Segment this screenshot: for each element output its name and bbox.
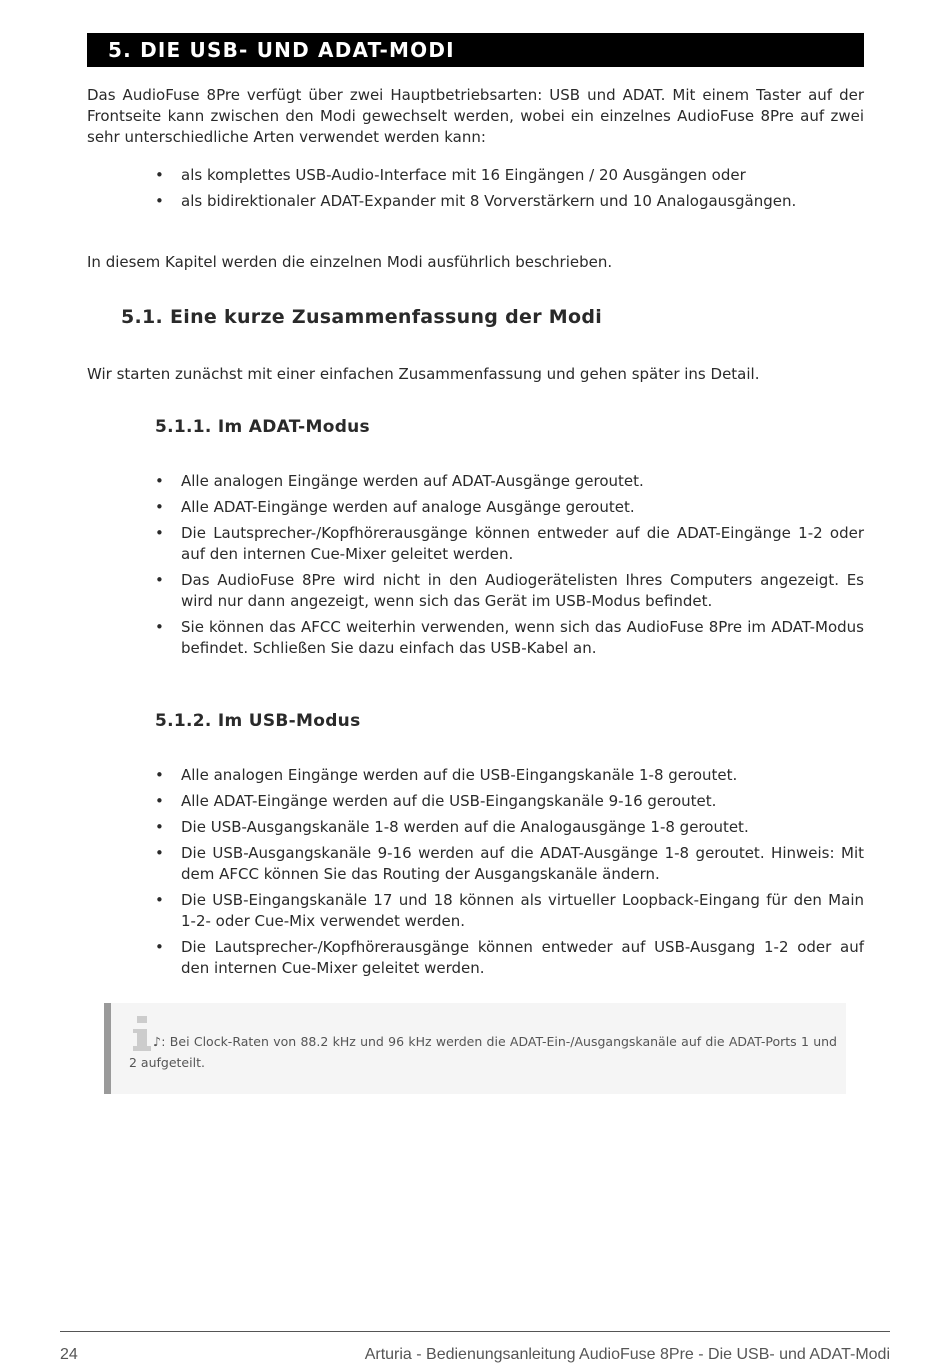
list-item: • Die Lautsprecher-/Kopfhörerausgänge können entweder auf die ADAT-Eingänge 1-2 oder auf den internen Cue-Mixer geleitet werden.: [155, 524, 864, 563]
intro-closing-paragraph: In diesem Kapitel werden die einzelnen Modi ausführlich beschrieben.: [87, 253, 613, 271]
list-item: • Alle analogen Eingänge werden auf die USB-Eingangskanäle 1-8 geroutet.: [155, 766, 738, 784]
bullet-dot: •: [155, 792, 164, 810]
footer-divider: [60, 1331, 890, 1332]
bullet-dot: •: [155, 472, 164, 490]
bullet-dot: •: [155, 524, 164, 542]
section-heading-5-1-1: 5.1.1. Im ADAT-Modus: [155, 417, 370, 437]
page-number: 24: [60, 1346, 78, 1363]
list-item: • Die Lautsprecher-/Kopfhörerausgänge können entweder auf USB-Ausgang 1-2 oder auf den internen Cue-Mixer geleitet werden.: [155, 938, 864, 977]
list-item: • Alle analogen Eingänge werden auf ADAT-Ausgänge geroutet.: [155, 472, 644, 490]
chapter-title: 5. DIE USB- UND ADAT-MODI: [108, 38, 455, 62]
chapter-header-bar: [87, 33, 864, 67]
bullet-dot: •: [155, 571, 164, 589]
section-heading-5-1-2: 5.1.2. Im USB-Modus: [155, 711, 361, 731]
footer-title: Arturia - Bedienungsanleitung AudioFuse 8Pre - Die USB- und ADAT-Modi: [364, 1346, 890, 1363]
list-item: • Die USB-Ausgangskanäle 9-16 werden auf die ADAT-Ausgänge 1-8 geroutet. Hinweis: Mit dem AFCC können Sie das Routing der Ausgangskanäle ändern.: [155, 844, 864, 883]
list-item: • Das AudioFuse 8Pre wird nicht in den Audiogerätelisten Ihres Computers angezeigt. Es wird nur dann angezeigt, wenn sich das Gerät im USB-Modus befindet.: [155, 571, 864, 610]
list-item: • Alle ADAT-Eingänge werden auf die USB-Eingangskanäle 9-16 geroutet.: [155, 792, 717, 810]
list-item: • Alle ADAT-Eingänge werden auf analoge Ausgänge geroutet.: [155, 498, 635, 516]
bullet-dot: •: [155, 618, 164, 636]
list-item: • als komplettes USB-Audio-Interface mit 16 Eingängen / 20 Ausgängen oder: [155, 166, 746, 184]
section-5-1-paragraph: Wir starten zunächst mit einer einfachen Zusammenfassung und gehen später ins Detail.: [87, 365, 760, 383]
bullet-dot: •: [155, 891, 164, 909]
note-text: ♪: Bei Clock-Raten von 88.2 kHz und 96 kHz werden die ADAT-Ein-/Ausgangskanäle auf die ADAT-Ports 1 und 2 aufgeteilt.: [129, 1034, 837, 1070]
note-box: [104, 1003, 846, 1094]
intro-bullet-list: [155, 165, 864, 217]
list-item: • Sie können das AFCC weiterhin verwenden, wenn sich das AudioFuse 8Pre im ADAT-Modus befindet. Schließen Sie dazu einfach das USB-Kabel an.: [155, 618, 864, 657]
list-item: • als bidirektionaler ADAT-Expander mit 8 Vorverstärkern und 10 Analogausgängen.: [155, 192, 797, 210]
intro-paragraph: Das AudioFuse 8Pre verfügt über zwei Hauptbetriebsarten: USB und ADAT. Mit einem Taster auf der Frontseite kann zwischen den Modi gewechselt werden, wobei ein einzelnes AudioFuse 8Pre auf zwei sehr unterschiedliche Arten verwendet werden kann:: [87, 86, 864, 146]
adat-mode-bullet-list: [155, 471, 864, 664]
bullet-dot: •: [155, 818, 164, 836]
list-item: • Die USB-Ausgangskanäle 1-8 werden auf die Analogausgänge 1-8 geroutet.: [155, 818, 749, 836]
list-item: • Die USB-Eingangskanäle 17 und 18 können als virtueller Loopback-Eingang für den Main 1-2- oder Cue-Mix verwendet werden.: [155, 891, 864, 930]
bullet-dot: •: [155, 192, 164, 210]
section-heading-5-1: 5.1. Eine kurze Zusammenfassung der Modi: [121, 306, 603, 328]
bullet-dot: •: [155, 938, 164, 956]
usb-mode-bullet-list: [155, 765, 864, 984]
bullet-dot: •: [155, 766, 164, 784]
bullet-dot: •: [155, 166, 164, 184]
bullet-dot: •: [155, 844, 164, 862]
bullet-dot: •: [155, 498, 164, 516]
